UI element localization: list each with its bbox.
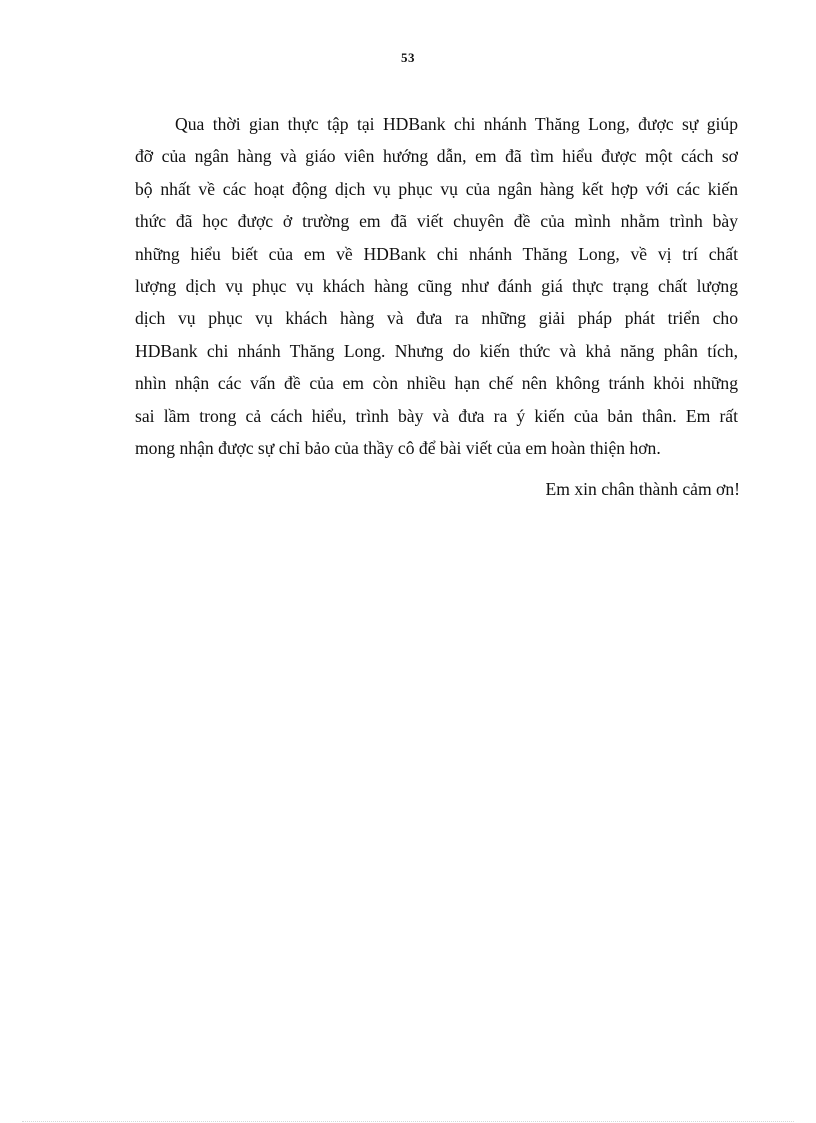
paragraph-line: HDBank chi nhánh Thăng Long. Nhưng do kiến thức và khả năng phân tích, — [135, 340, 738, 361]
paragraph-line: những hiểu biết của em về HDBank chi nhánh Thăng Long, về vị trí chất — [135, 243, 738, 264]
body-paragraph — [135, 108, 738, 464]
paragraph-line: thức đã học được ở trường em đã viết chuyên đề của mình nhằm trình bày — [135, 211, 738, 232]
paragraph-line: Qua thời gian thực tập tại HDBank chi nhánh Thăng Long, được sự giúp — [175, 114, 738, 134]
closing-thanks: Em xin chân thành cảm ơn! — [545, 479, 740, 499]
paragraph-line: lượng dịch vụ phục vụ khách hàng cũng như đánh giá thực trạng chất lượng — [135, 275, 738, 296]
paragraph-line: dịch vụ phục vụ khách hàng và đưa ra những giải pháp phát triển cho — [135, 308, 738, 329]
paragraph-line: nhìn nhận các vấn đề của em còn nhiều hạn chế nên không tránh khỏi những — [135, 373, 738, 394]
paragraph-line: mong nhận được sự chỉ bảo của thầy cô để bài viết của em hoàn thiện hơn. — [135, 437, 661, 458]
page-number: 53 — [401, 50, 415, 65]
paragraph-line: đỡ của ngân hàng và giáo viên hướng dẫn, em đã tìm hiểu được một cách sơ — [135, 146, 738, 167]
page-bottom-divider — [22, 1121, 794, 1122]
paragraph-line: sai lầm trong cả cách hiểu, trình bày và đưa ra ý kiến của bản thân. Em rất — [135, 405, 738, 426]
paragraph-line: bộ nhất về các hoạt động dịch vụ phục vụ của ngân hàng kết hợp với các kiến — [135, 178, 738, 199]
